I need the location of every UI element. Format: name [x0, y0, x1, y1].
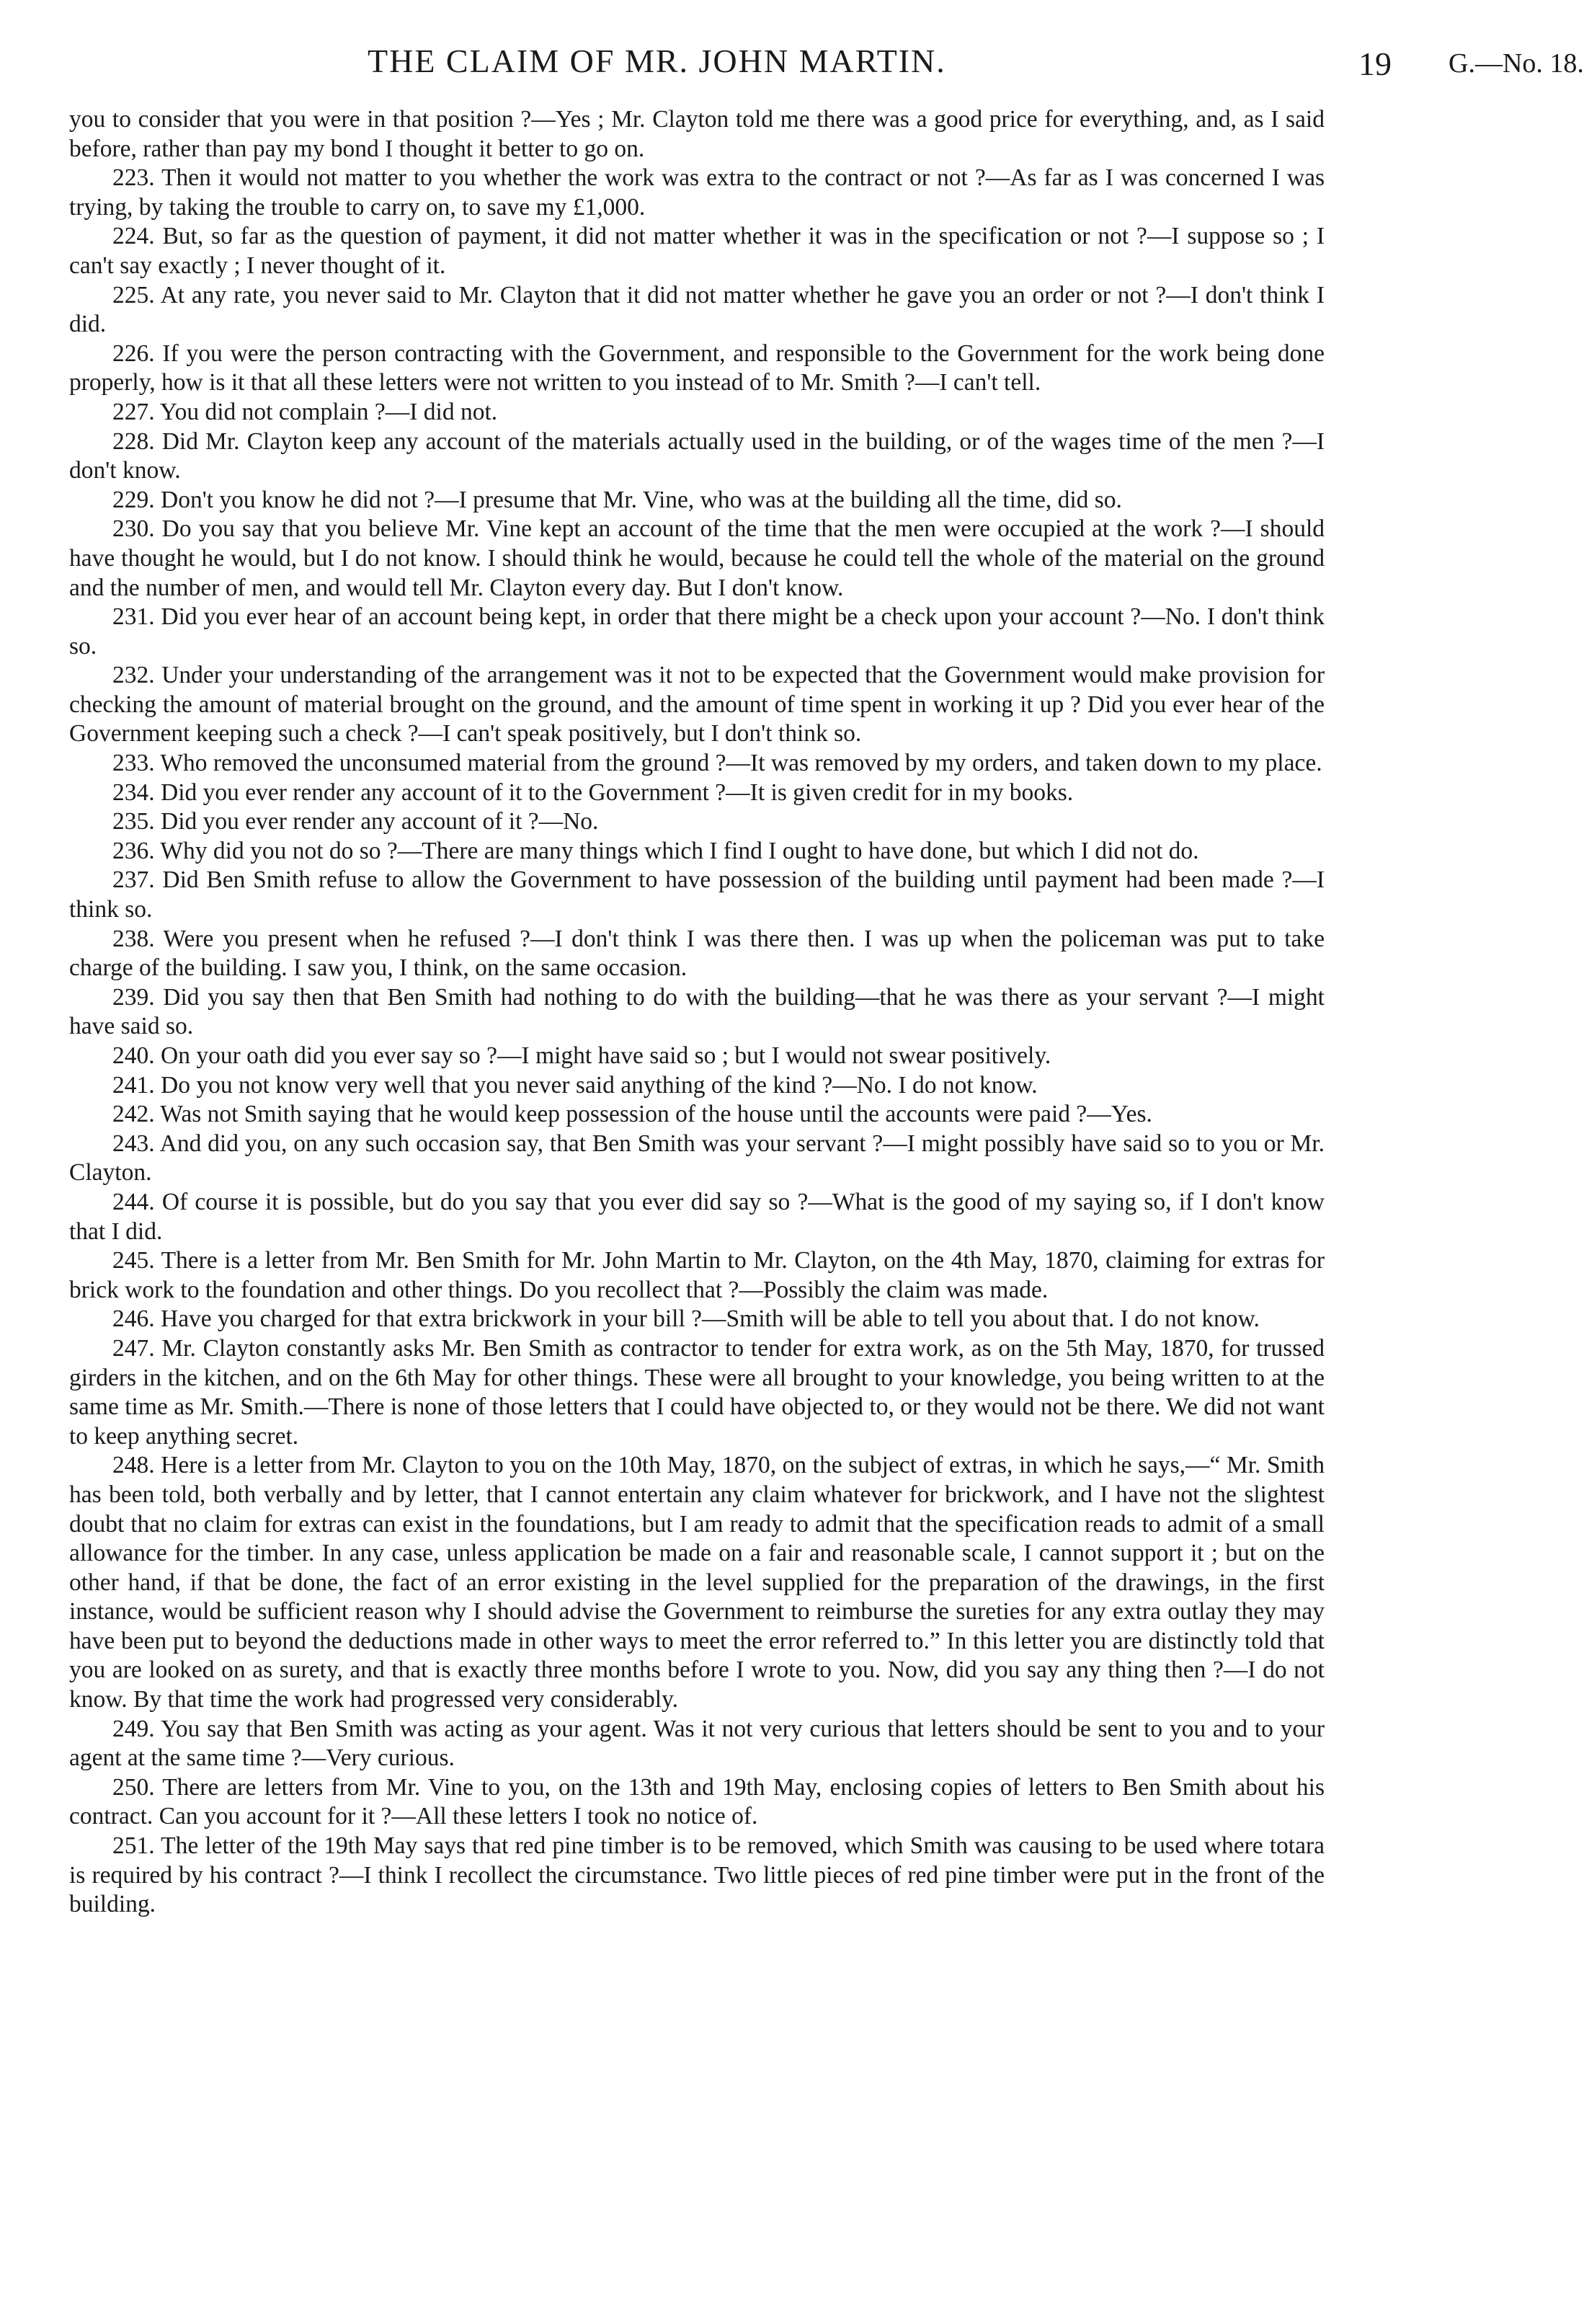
question-text: Do you say that you believe Mr. Vine kept an account of the time that the men were occupied at the work ?—I should have thought he would, but I do not know. I should think he would, because he could tell the whole of the material on the ground and the number of men, and would tell Mr. Clayton every day. But I don't know. [69, 515, 1325, 601]
question-number: 226. [112, 340, 155, 367]
opening-paragraph: you to consider that you were in that position ?—Yes ; Mr. Clayton told me there was a good price for everything, and, as I said before, rather than pay my bond I thought it better to go on. [69, 106, 1325, 162]
question-number: 235. [112, 808, 155, 835]
question-number: 224. [112, 223, 155, 250]
question-number: 227. [112, 398, 155, 425]
question-paragraph [69, 1305, 1325, 1334]
question-number: 244. [112, 1188, 155, 1215]
question-number: 248. [112, 1452, 155, 1479]
question-paragraph [69, 983, 1325, 1042]
question-number: 247. [112, 1334, 155, 1362]
question-paragraph [69, 486, 1325, 515]
page-title: THE CLAIM OF MR. JOHN MARTIN. [368, 43, 946, 79]
question-number: 251. [112, 1832, 155, 1860]
question-number: 236. [112, 837, 155, 864]
question-text: Was not Smith saying that he would keep possession of the house until the accounts were paid ?—Yes. [160, 1101, 1152, 1128]
question-text: Did Mr. Clayton keep any account of the materials actually used in the building, or of the wages time of the men ?—I don't know. [69, 427, 1325, 484]
question-number: 243. [112, 1130, 155, 1157]
question-text: Under your understanding of the arrangement was it not to be expected that the Government would make provision for checking the amount of material brought on the ground, and the amount of time spent in working it up ? Did you ever hear of the Government keeping such a check ?—I can't speak positively, but I don't think so. [69, 662, 1325, 748]
question-text: Why did you not do so ?—There are many things which I find I ought to have done, but which I did not do. [160, 837, 1199, 864]
question-text: Have you charged for that extra brickwork in your bill ?—Smith will be able to tell you about that. I do not know. [161, 1305, 1260, 1333]
question-paragraph [69, 1071, 1325, 1101]
question-number: 246. [112, 1305, 155, 1333]
question-number: 232. [112, 662, 155, 689]
question-number: 228. [112, 427, 155, 455]
question-text: And did you, on any such occasion say, that Ben Smith was your servant ?—I might possibly have said so to you or Mr. Clayton. [69, 1130, 1325, 1187]
document-body [69, 105, 1325, 1920]
question-text: Of course it is possible, but do you say that you ever did say so ?—What is the good of my saying so, if I don't know that I did. [69, 1188, 1325, 1245]
question-paragraph [69, 281, 1325, 340]
question-paragraph [69, 749, 1325, 779]
question-text: Who removed the unconsumed material from the ground ?—It was removed by my orders, and taken down to my place. [160, 750, 1322, 777]
question-paragraph [69, 340, 1325, 398]
question-text: Did you ever render any account of it ?—No. [161, 808, 599, 835]
question-text: Here is a letter from Mr. Clayton to you on the 10th May, 1870, on the subject of extras, in which he says,—“ Mr. Smith has been told, both verbally and by letter, that I cannot entertain any claim whatever for brickwork, and I have not the slightest doubt that no claim for extras can exist in the foundations, but I am ready to admit that the specification reads to admit of a small allowance for the timber. In any case, unless application be made on a fair and reasonable scale, I cannot support it ; but on the other hand, if that be done, the fact of an error existing in the level supplied for the preparation of the drawings, in the first instance, would be sufficient reason why I should advise the Government to reimburse the sureties for any extra outlay they may have been put to beyond the deductions made in other ways to meet the error referred to.” In this letter you are distinctly told that you are looked on as surety, and that is exactly three months before I wrote to you. Now, did you say any thing then ?—I do not know. By that time the work had progressed very considerably. [69, 1452, 1325, 1713]
question-text: At any rate, you never said to Mr. Clayton that it did not matter whether he gave you an order or not ?—I don't think I did. [69, 281, 1325, 338]
question-text: There are letters from Mr. Vine to you, on the 13th and 19th May, enclosing copies of letters to Ben Smith about his contract. Can you account for it ?—All these letters I took no notice of. [69, 1773, 1325, 1830]
question-text: Did you ever render any account of it to the Government ?—It is given credit for in my books. [161, 779, 1074, 806]
question-paragraph [69, 1334, 1325, 1451]
question-paragraph [69, 661, 1325, 749]
question-text: If you were the person contracting with the Government, and responsible to the Government for the work being done properly, how is it that all these letters were not written to you instead of to Mr. Smith ?—I can't tell. [69, 340, 1325, 396]
question-text: You say that Ben Smith was acting as your agent. Was it not very curious that letters should be sent to you and to your agent at the same time ?—Very curious. [69, 1715, 1325, 1772]
question-paragraph [69, 807, 1325, 837]
question-number: 245. [112, 1247, 155, 1274]
question-number: 240. [112, 1042, 155, 1069]
question-text: Mr. Clayton constantly asks Mr. Ben Smith as contractor to tender for extra work, as on the 5th May, 1870, for trussed girders in the kitchen, and on the 6th May for other things. These were all brought to your knowledge, you being written to at the same time as Mr. Smith.—There is none of those letters that I could have objected to, or they would not be there. We did not want to keep anything secret. [69, 1334, 1325, 1450]
question-number: 223. [112, 164, 155, 192]
question-paragraph [69, 1246, 1325, 1305]
question-text: Did you say then that Ben Smith had nothing to do with the building—that he was there as your servant ?—I might have said so. [69, 983, 1325, 1040]
question-number: 233. [112, 750, 155, 777]
question-number: 230. [112, 515, 155, 543]
question-number: 249. [112, 1715, 155, 1742]
question-number: 242. [112, 1101, 155, 1128]
question-paragraph [69, 1715, 1325, 1773]
question-number: 250. [112, 1773, 155, 1801]
question-paragraph [69, 515, 1325, 603]
question-paragraph [69, 1042, 1325, 1071]
question-paragraph [69, 1130, 1325, 1188]
question-number: 225. [112, 281, 155, 309]
question-text: On your oath did you ever say so ?—I might have said so ; but I would not swear positively. [161, 1042, 1051, 1069]
question-paragraph [69, 427, 1325, 486]
question-paragraph [69, 1100, 1325, 1130]
question-paragraph [69, 1451, 1325, 1714]
question-paragraph [69, 603, 1325, 661]
question-paragraph [69, 925, 1325, 983]
question-paragraph [69, 779, 1325, 808]
question-paragraph [69, 1188, 1325, 1246]
question-paragraph [69, 222, 1325, 280]
question-text: You did not complain ?—I did not. [159, 398, 498, 425]
question-text: Did Ben Smith refuse to allow the Government to have possession of the building until payment had been made ?—I think so. [69, 866, 1325, 923]
question-paragraph [69, 164, 1325, 222]
page-number: 19 [1358, 45, 1392, 82]
question-text: But, so far as the question of payment, it did not matter whether it was in the specification or not ?—I suppose so ; I can't say exactly ; I never thought of it. [69, 223, 1325, 279]
question-number: 239. [112, 983, 155, 1011]
question-list [69, 164, 1325, 1920]
question-text: The letter of the 19th May says that red pine timber is to be removed, which Smith was causing to be used where totara is required by his contract ?—I think I recollect the circumstance. Two little pieces of red pine timber were put in the front of the building. [69, 1832, 1325, 1918]
question-paragraph [69, 837, 1325, 866]
document-reference: G.—No. 18. [1449, 48, 1584, 79]
question-number: 229. [112, 486, 155, 513]
question-text: Did you ever hear of an account being kept, in order that there might be a check upon your account ?—No. I don't think so. [69, 603, 1325, 660]
page-header [65, 42, 1584, 92]
question-number: 241. [112, 1071, 155, 1099]
question-text: Do you not know very well that you never said anything of the kind ?—No. I do not know. [161, 1071, 1038, 1099]
question-paragraph [69, 866, 1325, 924]
question-number: 237. [112, 866, 155, 894]
question-text: Don't you know he did not ?—I presume that Mr. Vine, who was at the building all the time, did so. [161, 486, 1122, 513]
question-text: Then it would not matter to you whether the work was extra to the contract or not ?—As far as I was concerned I was trying, by taking the trouble to carry on, to save my £1,000. [69, 164, 1325, 221]
question-number: 234. [112, 779, 155, 806]
question-number: 238. [112, 925, 155, 952]
question-text: Were you present when he refused ?—I don't think I was there then. I was up when the policeman was put to take charge of the building. I saw you, I think, on the same occasion. [69, 925, 1325, 982]
question-paragraph [69, 1832, 1325, 1920]
question-text: There is a letter from Mr. Ben Smith for Mr. John Martin to Mr. Clayton, on the 4th May, 1870, claiming for extras for brick work to the foundation and other things. Do you recollect that ?—Possibly the claim was made. [69, 1247, 1325, 1303]
question-paragraph [69, 1773, 1325, 1832]
question-paragraph [69, 398, 1325, 427]
question-number: 231. [112, 603, 155, 631]
